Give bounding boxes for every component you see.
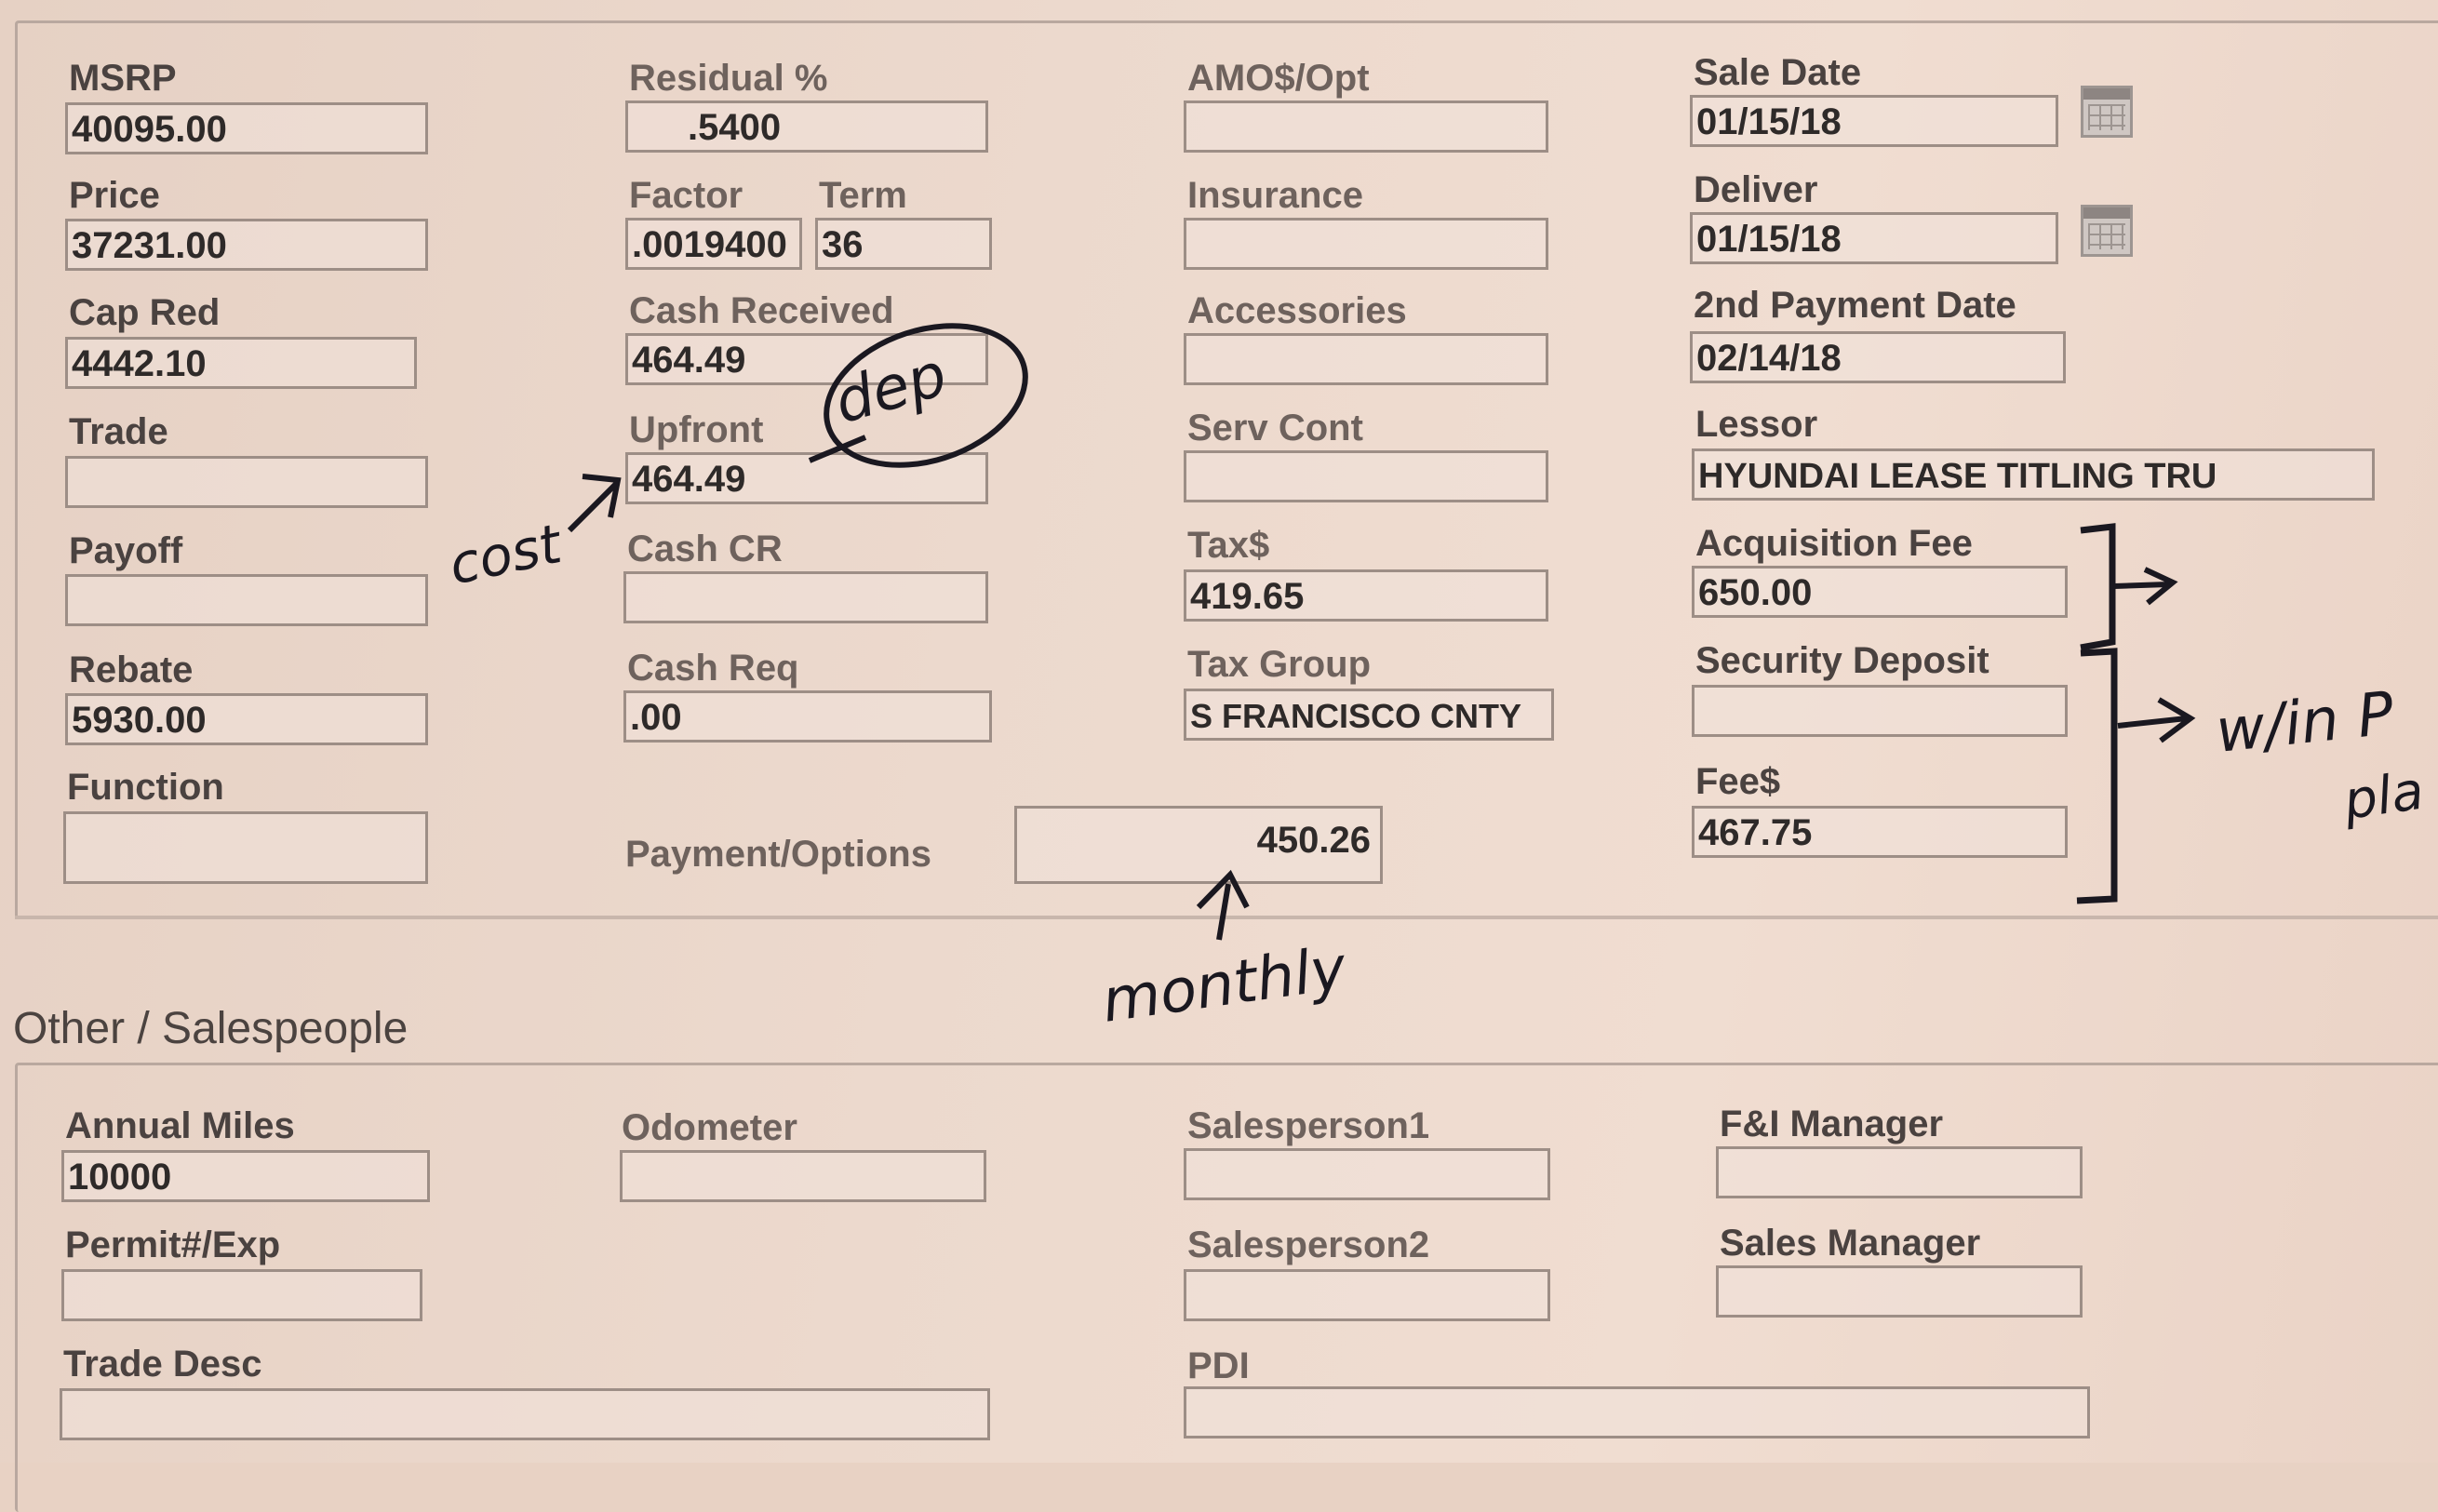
residual-label: Residual %: [629, 58, 828, 99]
permit-field[interactable]: [61, 1269, 422, 1321]
cash-cr-field[interactable]: [623, 571, 988, 623]
payment-options-field[interactable]: 450.26: [1014, 806, 1383, 884]
annual-miles-label: Annual Miles: [65, 1105, 295, 1146]
fees-label: Fee$: [1695, 761, 1781, 802]
msrp-field[interactable]: 40095.00: [65, 102, 428, 154]
tax-group-field[interactable]: S FRANCISCO CNTY: [1184, 689, 1554, 741]
fi-manager-field[interactable]: [1716, 1146, 2083, 1198]
rebate-field[interactable]: 5930.00: [65, 693, 428, 745]
serv-cont-field[interactable]: [1184, 450, 1548, 502]
calendar-icon[interactable]: [2081, 86, 2133, 138]
salesperson1-field[interactable]: [1184, 1148, 1550, 1200]
cost-note: cost: [443, 512, 567, 597]
term-field[interactable]: 36: [815, 218, 992, 270]
lessor-label: Lessor: [1695, 404, 1818, 445]
section-title: Other / Salespeople: [13, 1004, 409, 1053]
factor-label: Factor: [629, 175, 743, 216]
term-label: Term: [819, 175, 907, 216]
lessor-field[interactable]: HYUNDAI LEASE TITLING TRU: [1692, 448, 2375, 501]
amo-opt-field[interactable]: [1184, 100, 1548, 153]
trade-field[interactable]: [65, 456, 428, 508]
permit-label: Permit#/Exp: [65, 1224, 281, 1265]
deliver-label: Deliver: [1694, 169, 1818, 210]
price-label: Price: [69, 175, 160, 216]
annual-miles-field[interactable]: 10000: [61, 1150, 430, 1202]
amo-opt-label: AMO$/Opt: [1187, 58, 1370, 99]
security-deposit-label: Security Deposit: [1695, 640, 1989, 681]
sales-manager-label: Sales Manager: [1720, 1223, 1981, 1264]
acquisition-fee-label: Acquisition Fee: [1695, 523, 1973, 564]
accessories-field[interactable]: [1184, 333, 1548, 385]
cash-cr-label: Cash CR: [627, 529, 783, 569]
tax-field[interactable]: 419.65: [1184, 569, 1548, 622]
odometer-label: Odometer: [622, 1107, 797, 1148]
sales-manager-field[interactable]: [1716, 1265, 2083, 1318]
tax-label: Tax$: [1187, 525, 1270, 566]
section-divider: [15, 916, 2438, 919]
deliver-field[interactable]: 01/15/18: [1690, 212, 2058, 264]
salesperson1-label: Salesperson1: [1187, 1105, 1430, 1146]
monthly-note: monthly: [1097, 933, 1351, 1037]
second-payment-date-label: 2nd Payment Date: [1694, 285, 2016, 326]
insurance-field[interactable]: [1184, 218, 1548, 270]
upfront-field[interactable]: 464.49: [625, 452, 988, 504]
msrp-label: MSRP: [69, 58, 177, 99]
factor-field[interactable]: .0019400: [625, 218, 802, 270]
payment-options-label: Payment/Options: [625, 834, 931, 875]
cap-red-label: Cap Red: [69, 292, 221, 333]
residual-field[interactable]: .5400: [625, 100, 988, 153]
cash-req-label: Cash Req: [627, 648, 799, 689]
trade-label: Trade: [69, 411, 168, 452]
tax-group-label: Tax Group: [1187, 644, 1372, 685]
pla-note: pla: [2339, 760, 2428, 832]
second-payment-date-field[interactable]: 02/14/18: [1690, 331, 2066, 383]
accessories-label: Accessories: [1187, 290, 1407, 331]
w-in-note: w/in P: [2212, 679, 2397, 767]
function-label: Function: [67, 767, 224, 808]
serv-cont-label: Serv Cont: [1187, 408, 1363, 448]
dep-note: dep: [827, 340, 955, 438]
function-field[interactable]: [63, 811, 428, 884]
upfront-label: Upfront: [629, 409, 764, 450]
price-field[interactable]: 37231.00: [65, 219, 428, 271]
payoff-field[interactable]: [65, 574, 428, 626]
pdi-field[interactable]: [1184, 1386, 2090, 1438]
salesperson2-label: Salesperson2: [1187, 1224, 1430, 1265]
sale-date-label: Sale Date: [1694, 52, 1862, 93]
salesperson2-field[interactable]: [1184, 1269, 1550, 1321]
pdi-label: PDI: [1187, 1345, 1250, 1386]
security-deposit-field[interactable]: [1692, 685, 2068, 737]
sale-date-field[interactable]: 01/15/18: [1690, 95, 2058, 147]
cash-req-field[interactable]: .00: [623, 690, 992, 743]
cap-red-field[interactable]: 4442.10: [65, 337, 417, 389]
cash-received-field[interactable]: 464.49: [625, 333, 988, 385]
payoff-label: Payoff: [69, 530, 183, 571]
trade-desc-field[interactable]: [60, 1388, 990, 1440]
fees-field[interactable]: 467.75: [1692, 806, 2068, 858]
trade-desc-label: Trade Desc: [63, 1344, 262, 1385]
cash-received-label: Cash Received: [629, 290, 894, 331]
rebate-label: Rebate: [69, 649, 194, 690]
calendar-icon[interactable]: [2081, 205, 2133, 257]
insurance-label: Insurance: [1187, 175, 1363, 216]
fi-manager-label: F&I Manager: [1720, 1104, 1944, 1144]
odometer-field[interactable]: [620, 1150, 986, 1202]
acquisition-fee-field[interactable]: 650.00: [1692, 566, 2068, 618]
